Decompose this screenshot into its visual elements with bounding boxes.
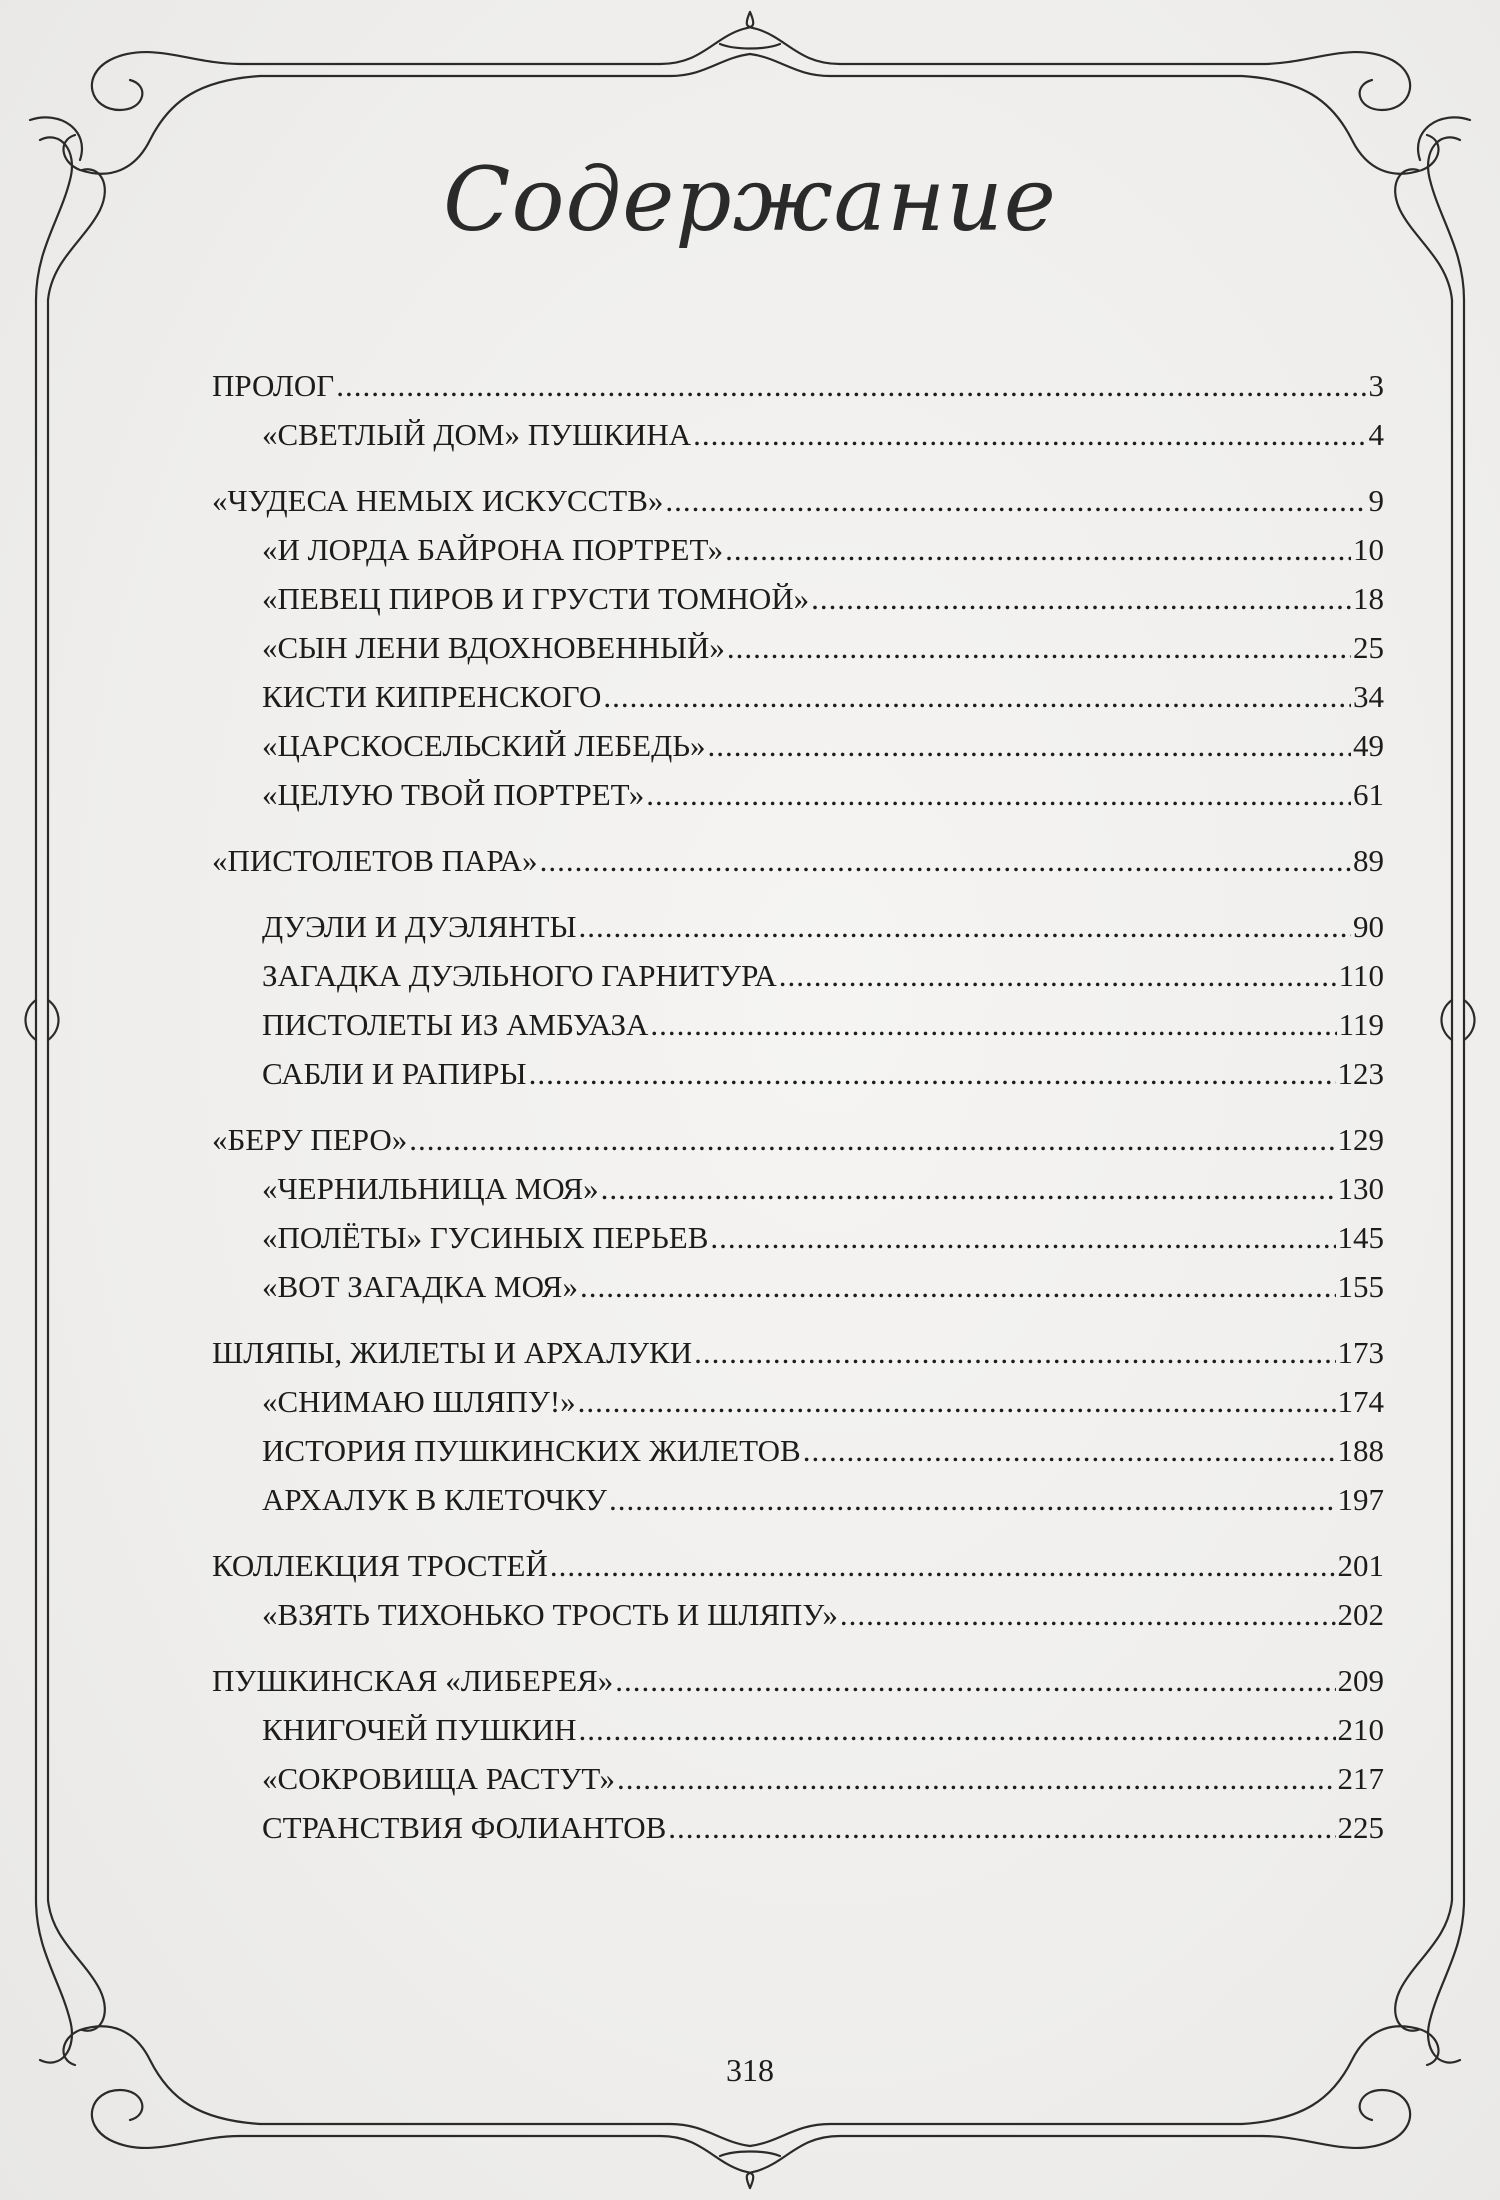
toc-leader-dots [609,1484,1336,1515]
toc-entry[interactable] [212,516,1384,565]
toc-entry[interactable] [212,942,1384,991]
toc-entry-label: «ВЗЯТЬ ТИХОНЬКО ТРОСТЬ И ШЛЯПУ» [262,1597,838,1632]
toc-entry-label: САБЛИ И РАПИРЫ [262,1056,527,1091]
toc-entry-page: 201 [1337,1548,1384,1583]
toc-leader-dots [665,485,1366,516]
toc-entry[interactable] [212,1204,1384,1253]
toc-entry-page: 119 [1338,1007,1384,1042]
toc-entry-label: «ЧУДЕСА НЕМЫХ ИСКУССТВ» [212,483,664,518]
table-of-contents [212,352,1384,1843]
toc-entry-label: ПУШКИНСКАЯ «ЛИБЕРЕЯ» [212,1663,614,1698]
toc-entry-label: КНИГОЧЕЙ ПУШКИН [262,1712,577,1747]
toc-leader-dots [336,370,1366,401]
toc-entry-label: КОЛЛЕКЦИЯ ТРОСТЕЙ [212,1548,548,1583]
toc-entry-page: 155 [1337,1269,1384,1304]
toc-entry[interactable] [212,1647,1384,1696]
toc-entry-page: 4 [1368,417,1384,452]
toc-leader-dots [840,1599,1336,1630]
toc-entry[interactable] [212,1417,1384,1466]
toc-entry-page: 25 [1353,630,1384,665]
toc-entry-label: КИСТИ КИПРЕНСКОГО [262,679,602,714]
toc-entry-page: 49 [1353,728,1384,763]
toc-leader-dots [779,960,1337,991]
toc-entry-page: 145 [1337,1220,1384,1255]
toc-entry-page: 130 [1337,1171,1384,1206]
toc-entry[interactable] [212,1253,1384,1302]
toc-leader-dots [529,1058,1336,1089]
toc-entry-page: 110 [1338,958,1384,993]
toc-leader-dots [646,779,1351,810]
toc-entry-label: «ЦАРСКОСЕЛЬСКИЙ ЛЕБЕДЬ» [262,728,706,763]
toc-entry-label: «СВЕТЛЫЙ ДОМ» ПУШКИНА [262,417,692,452]
toc-leader-dots [603,681,1351,712]
toc-entry-page: 10 [1353,532,1384,567]
toc-entry-page: 3 [1368,368,1384,403]
toc-entry-label: «ЧЕРНИЛЬНИЦА МОЯ» [262,1171,599,1206]
toc-leader-dots [579,1714,1336,1745]
toc-leader-dots [725,534,1351,565]
toc-entry-label: ПРОЛОГ [212,368,335,403]
toc-leader-dots [803,1435,1336,1466]
toc-entry[interactable] [212,1040,1384,1089]
toc-entry-page: 9 [1368,483,1384,518]
toc-entry-page: 34 [1353,679,1384,714]
toc-entry-page: 197 [1337,1482,1384,1517]
toc-entry[interactable] [212,991,1384,1040]
toc-entry[interactable] [212,401,1384,450]
toc-entry-label: ДУЭЛИ И ДУЭЛЯНТЫ [262,909,577,944]
toc-entry-page: 61 [1353,777,1384,812]
toc-leader-dots [708,730,1351,761]
toc-leader-dots [710,1222,1335,1253]
toc-leader-dots [550,1550,1336,1581]
toc-leader-dots [601,1173,1336,1204]
toc-entry[interactable] [212,565,1384,614]
toc-entry-label: ПИСТОЛЕТЫ ИЗ АМБУАЗА [262,1007,649,1042]
toc-entry[interactable] [212,1532,1384,1581]
page-number: 318 [726,2052,774,2088]
toc-entry-page: 209 [1337,1663,1384,1698]
toc-entry-page: 217 [1337,1761,1384,1796]
toc-entry-label: АРХАЛУК В КЛЕТОЧКУ [262,1482,607,1517]
toc-entry[interactable] [212,1106,1384,1155]
toc-entry-page: 18 [1353,581,1384,616]
toc-entry-label: ШЛЯПЫ, ЖИЛЕТЫ И АРХАЛУКИ [212,1335,693,1370]
toc-entry-page: 173 [1337,1335,1384,1370]
toc-entry-page: 174 [1337,1384,1384,1419]
toc-entry[interactable] [212,827,1384,876]
toc-entry[interactable] [212,1368,1384,1417]
toc-entry-label: «СЫН ЛЕНИ ВДОХНОВЕННЫЙ» [262,630,725,665]
toc-entry-label: «ВОТ ЗАГАДКА МОЯ» [262,1269,578,1304]
toc-leader-dots [580,1271,1336,1302]
toc-entry[interactable] [212,614,1384,663]
toc-entry-page: 90 [1353,909,1384,944]
toc-entry[interactable] [212,663,1384,712]
toc-entry-label: ЗАГАДКА ДУЭЛЬНОГО ГАРНИТУРА [262,958,777,993]
toc-entry-page: 188 [1337,1433,1384,1468]
toc-leader-dots [409,1124,1335,1155]
toc-entry[interactable] [212,1581,1384,1630]
toc-leader-dots [668,1812,1335,1843]
toc-entry[interactable] [212,1745,1384,1794]
toc-entry[interactable] [212,467,1384,516]
toc-leader-dots [811,583,1351,614]
toc-entry-page: 225 [1337,1810,1384,1845]
toc-entry[interactable] [212,712,1384,761]
toc-entry-page: 202 [1337,1597,1384,1632]
toc-entry-label: «ПЕВЕЦ ПИРОВ И ГРУСТИ ТОМНОЙ» [262,581,810,616]
toc-entry-page: 129 [1337,1122,1384,1157]
toc-entry-label: ИСТОРИЯ ПУШКИНСКИХ ЖИЛЕТОВ [262,1433,801,1468]
toc-entry[interactable] [212,1155,1384,1204]
toc-entry-label: «СНИМАЮ ШЛЯПУ!» [262,1384,576,1419]
toc-entry[interactable] [212,352,1384,401]
toc-entry-page: 123 [1337,1056,1384,1091]
toc-entry-label: «СОКРОВИЩА РАСТУТ» [262,1761,616,1796]
toc-entry-page: 89 [1353,843,1384,878]
toc-leader-dots [650,1009,1336,1040]
toc-leader-dots [578,1386,1336,1417]
toc-leader-dots [727,632,1351,663]
toc-leader-dots [694,1337,1335,1368]
toc-leader-dots [693,419,1366,450]
toc-leader-dots [615,1665,1335,1696]
toc-entry-label: СТРАНСТВИЯ ФОЛИАНТОВ [262,1810,667,1845]
toc-leader-dots [579,911,1351,942]
toc-entry[interactable] [212,1466,1384,1515]
toc-entry-label: «БЕРУ ПЕРО» [212,1122,408,1157]
toc-entry[interactable] [212,1794,1384,1843]
toc-entry[interactable] [212,893,1384,942]
toc-entry[interactable] [212,1696,1384,1745]
toc-entry[interactable] [212,761,1384,810]
toc-entry[interactable] [212,1319,1384,1368]
toc-entry-label: «И ЛОРДА БАЙРОНА ПОРТРЕТ» [262,532,724,567]
page-title: Содержание [443,148,1057,251]
toc-entry-label: «ПОЛЁТЫ» ГУСИНЫХ ПЕРЬЕВ [262,1220,709,1255]
toc-entry-label: «ЦЕЛУЮ ТВОЙ ПОРТРЕТ» [262,777,645,812]
toc-entry-label: «ПИСТОЛЕТОВ ПАРА» [212,843,538,878]
toc-entry-page: 210 [1337,1712,1384,1747]
toc-leader-dots [617,1763,1335,1794]
toc-leader-dots [540,845,1351,876]
